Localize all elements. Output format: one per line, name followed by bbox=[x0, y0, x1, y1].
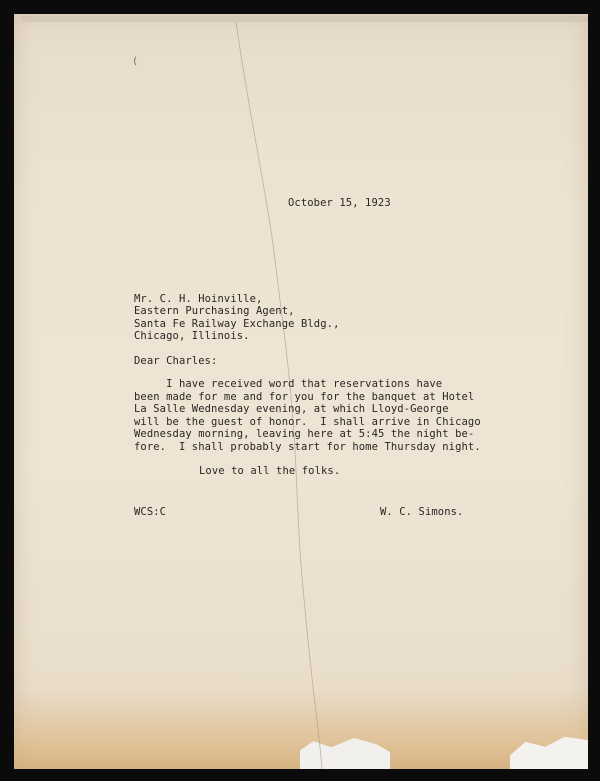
pencil-mark: ( bbox=[132, 56, 139, 67]
body-line: La Salle Wednesday evening, at which Lloyd-George bbox=[134, 403, 449, 415]
body-line: been made for me and for you for the banquet at Hotel bbox=[134, 391, 475, 403]
address-line: Santa Fe Railway Exchange Bldg., bbox=[134, 318, 340, 330]
body-line: Wednesday morning, leaving here at 5:45 the night be- bbox=[134, 428, 475, 440]
signature: W. C. Simons. bbox=[380, 506, 464, 518]
address-line: Mr. C. H. Hoinville, bbox=[134, 293, 263, 305]
salutation: Dear Charles: bbox=[134, 355, 218, 367]
address-line: Eastern Purchasing Agent, bbox=[134, 305, 295, 317]
body-line: will be the guest of honor. I shall arrive in Chicago bbox=[134, 416, 481, 428]
body-line: fore. I shall probably start for home Thursday night. bbox=[134, 441, 481, 453]
body-line: I have received word that reservations have bbox=[134, 378, 443, 390]
typist-initials: WCS:C bbox=[134, 506, 167, 518]
closing-line: Love to all the folks. bbox=[199, 465, 341, 477]
page-edge bbox=[22, 16, 588, 22]
letter-date: October 15, 1923 bbox=[288, 197, 391, 209]
address-line: Chicago, Illinois. bbox=[134, 330, 250, 342]
